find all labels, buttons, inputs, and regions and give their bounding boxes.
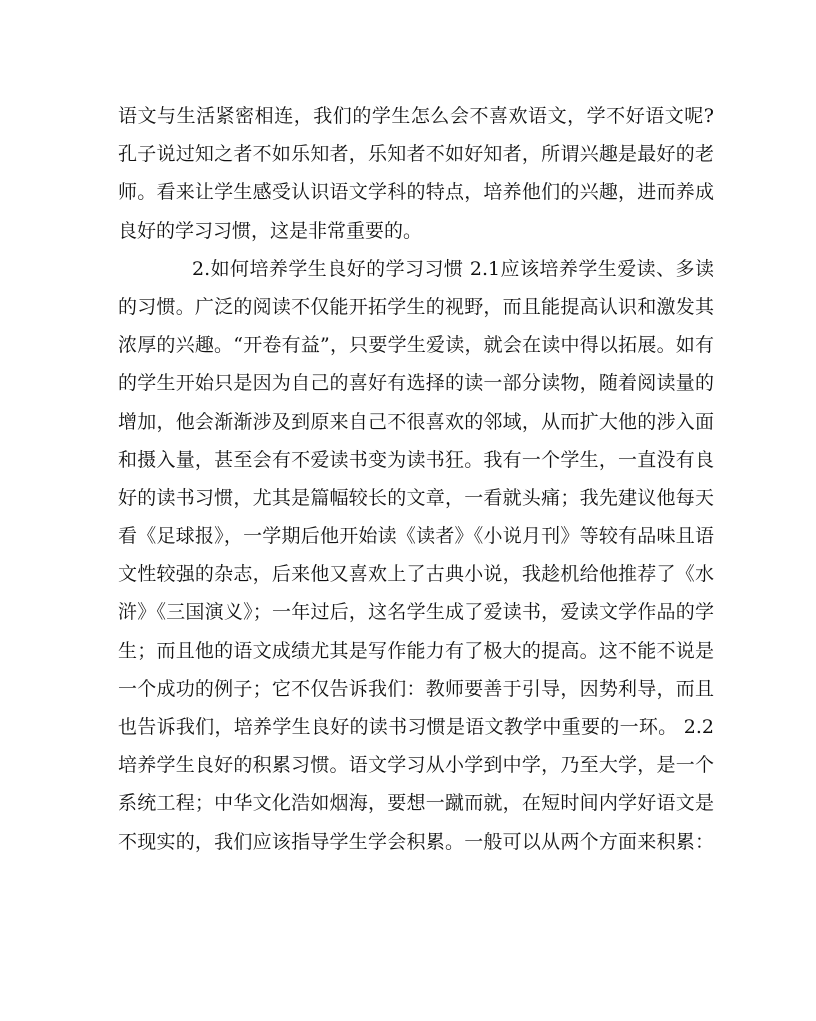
body-text bbox=[118, 97, 714, 861]
text-line: 的学生开始只是因为自己的喜好有选择的读一部分读物，随着阅读量的 bbox=[118, 372, 714, 395]
text-line: 增加，他会渐渐涉及到原来自己不很喜欢的邻域，从而扩大他的涉入面 bbox=[118, 410, 714, 433]
text-line: 师。看来让学生感受认识语文学科的特点，培养他们的兴趣，进而养成 bbox=[118, 181, 714, 204]
text-line: 文性较强的杂志，后来他又喜欢上了古典小说，我趁机给他推荐了《水 bbox=[118, 563, 714, 586]
text-line: 良好的学习习惯，这是非常重要的。 bbox=[118, 219, 423, 242]
section-heading-line: 2.如何培养学生良好的学习习惯 2.1应该培养学生爱读、多读 bbox=[192, 257, 714, 280]
text-line: 看《足球报》，一学期后他开始读《读者》《小说月刊》等较有品味且语 bbox=[118, 525, 714, 548]
text-line: 语文与生活紧密相连，我们的学生怎么会不喜欢语文，学不好语文呢? bbox=[118, 105, 714, 127]
text-line: 培养学生良好的积累习惯。语文学习从小学到中学，乃至大学，是一个 bbox=[118, 754, 714, 777]
text-line: 浒》《三国演义》；一年过后，这名学生成了爱读书，爱读文学作品的学 bbox=[118, 601, 714, 624]
text-line: 一个成功的例子；它不仅告诉我们：教师要善于引导，因势利导，而且 bbox=[118, 677, 714, 700]
text-line: 孔子说过知之者不如乐知者，乐知者不如好知者，所谓兴趣是最好的老 bbox=[118, 143, 714, 166]
text-line: 不现实的，我们应该指导学生学会积累。一般可以从两个方面来积累： bbox=[118, 830, 714, 853]
text-line: 和摄入量，甚至会有不爱读书变为读书狂。我有一个学生，一直没有良 bbox=[118, 448, 714, 471]
text-line: 也告诉我们，培养学生良好的读书习惯是语文教学中重要的一环。 2.2 bbox=[118, 716, 714, 738]
text-line: 浓厚的兴趣。“开卷有益”，只要学生爱读，就会在读中得以拓展。如有 bbox=[118, 334, 714, 357]
text-line: 好的读书习惯，尤其是篇幅较长的文章，一看就头痛；我先建议他每天 bbox=[118, 486, 714, 509]
text-line: 系统工程；中华文化浩如烟海，要想一蹴而就，在短时间内学好语文是 bbox=[118, 792, 714, 815]
text-line: 的习惯。广泛的阅读不仅能开拓学生的视野，而且能提高认识和激发其 bbox=[118, 295, 714, 318]
text-line: 生；而且他的语文成绩尤其是写作能力有了极大的提高。这不能不说是 bbox=[118, 639, 714, 662]
